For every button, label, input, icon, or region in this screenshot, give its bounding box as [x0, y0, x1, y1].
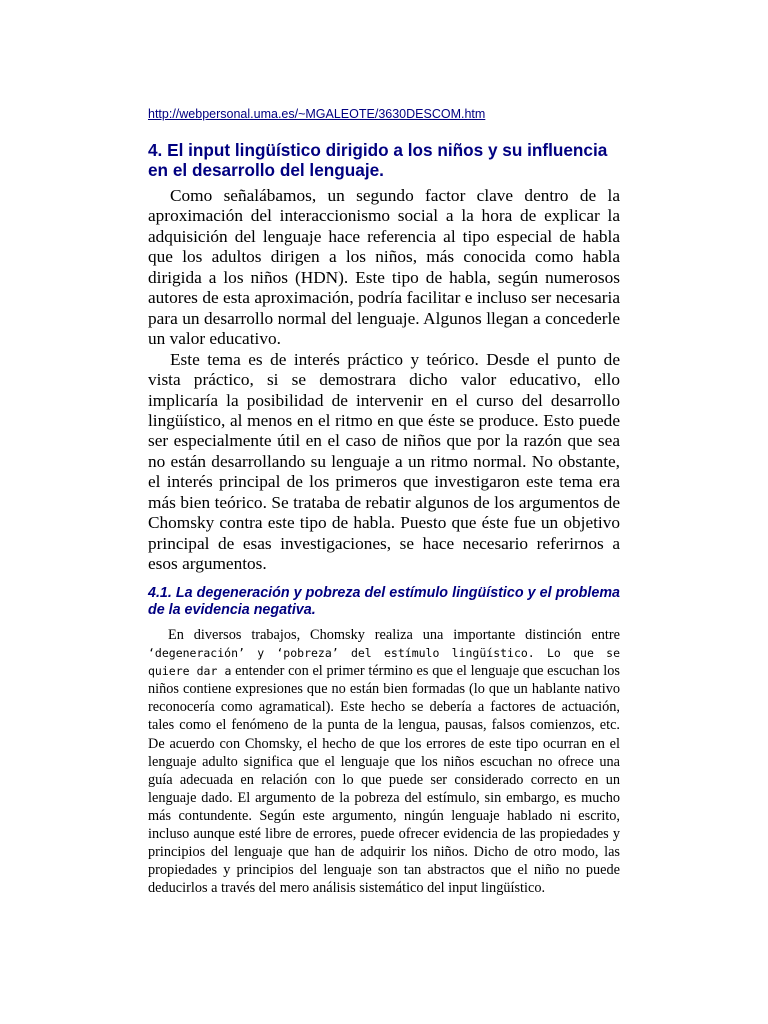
source-url-link[interactable]: http://webpersonal.uma.es/~MGALEOTE/3630DESCOM.htm	[148, 107, 486, 121]
section-body	[148, 186, 620, 575]
section-heading: 4. El input lingüístico dirigido a los niños y su influencia en el desarrollo del lenguaje.	[148, 140, 608, 180]
monospace-text-segment: ‘degeneración’ y ‘pobreza’ del estímulo lingüístico. Lo que se quiere dar a	[148, 646, 620, 679]
text-segment: entender con el primer término es que el lenguaje que escuchan los niños contiene expresiones que no están bien formadas (lo que un hablante nativo reconocería como agramatical). Este hecho se debería a factores de actuación, tales como el fenómeno de la punta de la lengua, pausas, falsos comienzos, etc. De acuerdo con Chomsky, el hecho de que los errores de este tipo ocurran en el lenguaje adulto significa que el lenguaje que los niños escuchan no ofrece una guía adecuada en relación con lo que puede ser considerado correcto en un lenguaje dado. El argumento de la pobreza del estímulo, sin embargo, es mucho más contundente. Según este argumento, ningún lenguaje hablado ni escrito, incluso aunque esté libre de errores, puede ofrecer evidencia de las propiedades y principios del lenguaje que han de adquirir los niños. Dicho de otro modo, las propiedades y principios del lenguaje son tan abstractos que el niño no puede deducirlos a través del mero análisis sistemático del input lingüístico.	[148, 663, 620, 897]
paragraph: Como señalábamos, un segundo factor clave dentro de la aproximación del interaccionismo social a la hora de explicar la adquisición del lenguaje hace referencia al tipo especial de habla que los adultos dirigen a los niños, más conocida como habla dirigida a los niños (HDN). Este tipo de habla, según numerosos autores de esta aproximación, podría facilitar e incluso ser necesaria para un desarrollo normal del lenguaje. Algunos llegan a concederle un valor educativo.	[148, 186, 620, 349]
subsection-heading: 4.1. La degeneración y pobreza del estímulo lingüístico y el problema de la evidencia negativa.	[148, 585, 620, 618]
paragraph: Este tema es de interés práctico y teórico. Desde el punto de vista práctico, si se demostrara dicho valor educativo, ello implicaría la posibilidad de intervenir en el curso del desarrollo lingüístico, al menos en el ritmo en que éste se produce. Esto puede ser especialmente útil en el caso de niños que por la razón que sea no están desarrollando su lenguaje a un ritmo normal. No obstante, el interés principal de los primeros que investigaron este tema era más bien teórico. Se trataba de rebatir algunos de los argumentos de Chomsky contra este tipo de habla. Puesto que éste fue un objetivo principal de esas investigaciones, se hace necesario referirnos a esos argumentos.	[148, 349, 620, 574]
subsection-body	[148, 626, 620, 897]
text-segment: En diversos trabajos, Chomsky realiza una importante distinción entre	[168, 627, 620, 643]
